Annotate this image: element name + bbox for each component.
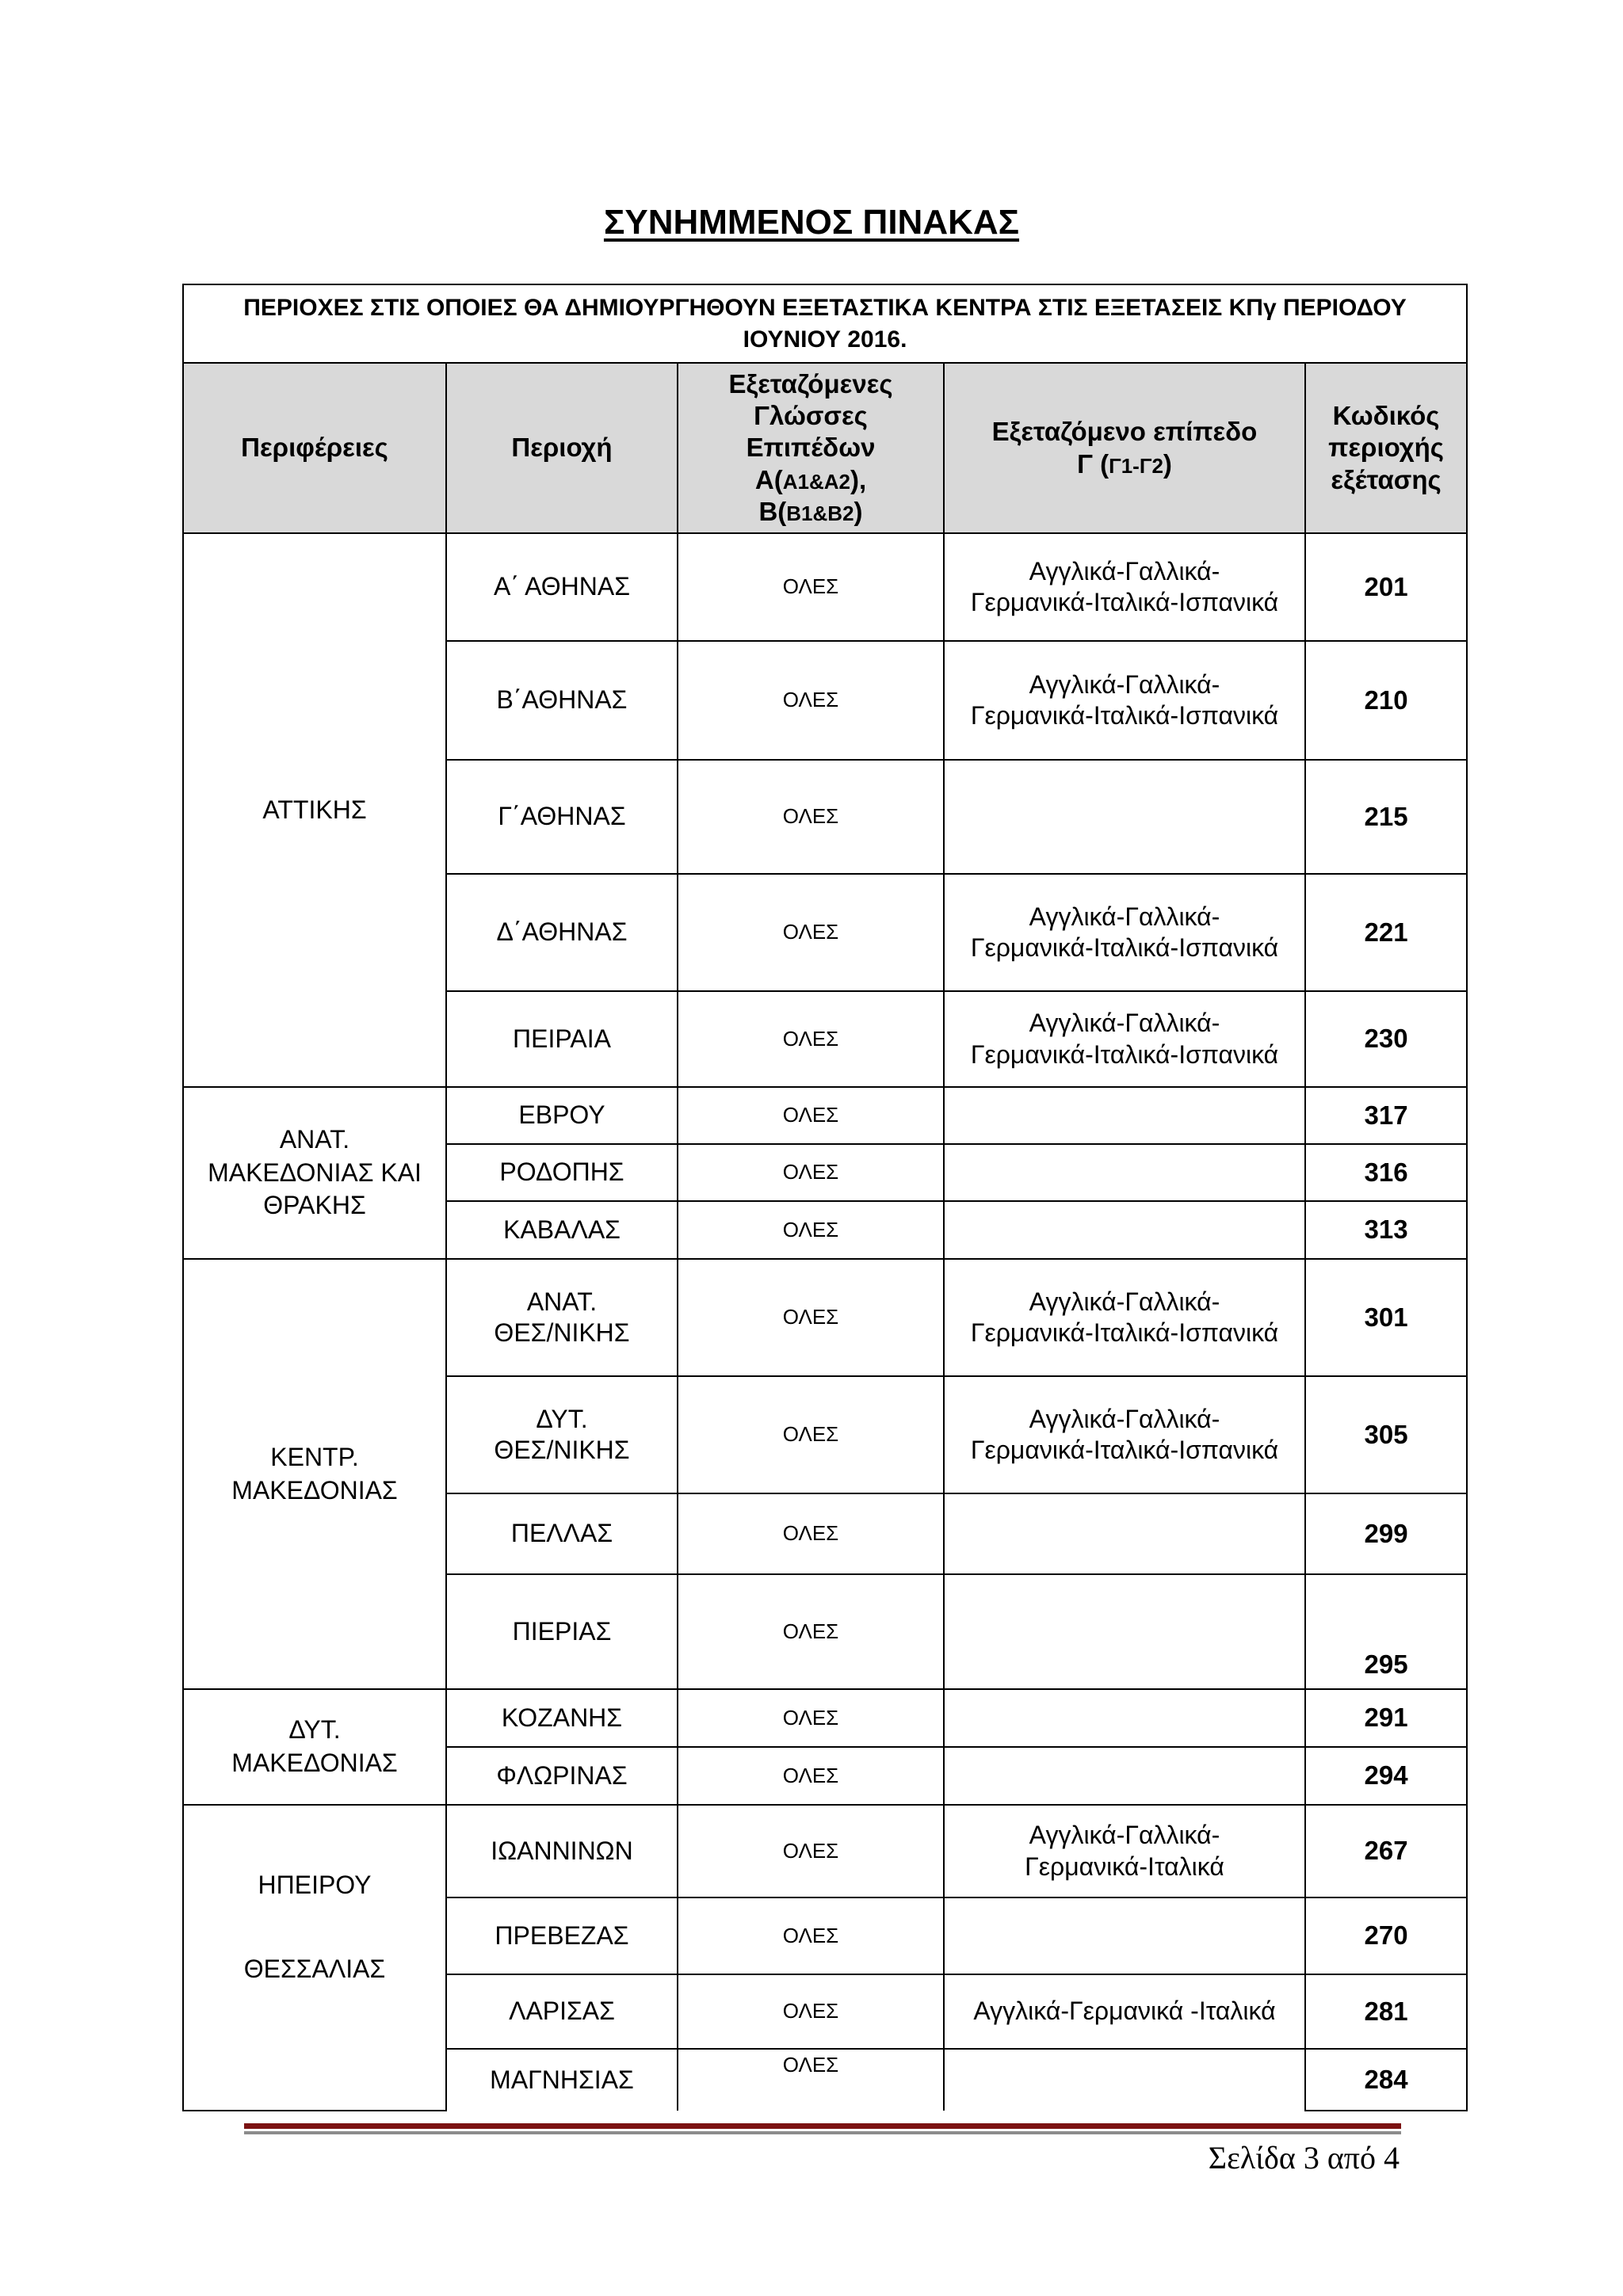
levels-ab-cell: ΟΛΕΣ [678, 1087, 944, 1144]
area-code-cell: 221 [1305, 874, 1467, 991]
table-row [183, 1259, 1467, 1376]
level-c-cell [944, 1574, 1305, 1689]
area-cell: ΙΩΑΝΝΙΝΩΝ [446, 1805, 678, 1897]
area-code-cell: 299 [1305, 1493, 1467, 1574]
level-c-cell: Αγγλικά-Γαλλικά- Γερμανικά-Ιταλικά-Ισπανικά [944, 874, 1305, 991]
level-c-cell [944, 760, 1305, 874]
area-cell: ΔΥΤ. ΘΕΣ/ΝΙΚΗΣ [446, 1376, 678, 1493]
area-cell: ΠΙΕΡΙΑΣ [446, 1574, 678, 1689]
region-cell: ΗΠΕΙΡΟΥ ΘΕΣΣΑΛΙΑΣ [183, 1805, 446, 2111]
area-cell: Γ΄ΑΘΗΝΑΣ [446, 760, 678, 874]
area-cell: ΑΝΑΤ. ΘΕΣ/ΝΙΚΗΣ [446, 1259, 678, 1376]
levels-ab-cell: ΟΛΕΣ [678, 533, 944, 641]
area-code-cell: 270 [1305, 1897, 1467, 1974]
header-levels-a-b-line: Εξεταζόμενες [728, 368, 893, 399]
area-code-cell: 313 [1305, 1201, 1467, 1259]
level-c-cell: Αγγλικά-Γαλλικά- Γερμανικά-Ιταλικά-Ισπανικά [944, 1259, 1305, 1376]
header-code-line: περιοχής [1328, 433, 1444, 463]
area-cell: ΕΒΡΟΥ [446, 1087, 678, 1144]
table-header-row [183, 363, 1467, 533]
header-level-a: Α(Α1&Α2), [754, 464, 867, 494]
level-c-cell [944, 1747, 1305, 1805]
area-code-cell: 295 [1305, 1574, 1467, 1689]
levels-ab-cell: ΟΛΕΣ [678, 641, 944, 760]
level-c-cell [944, 1201, 1305, 1259]
area-cell: Δ΄ΑΘΗΝΑΣ [446, 874, 678, 991]
table-caption-row [183, 284, 1467, 363]
levels-ab-cell: ΟΛΕΣ [678, 1689, 944, 1747]
table-row [183, 1805, 1467, 1897]
levels-ab-cell: ΟΛΕΣ [678, 1897, 944, 1974]
levels-ab-cell: ΟΛΕΣ [678, 1201, 944, 1259]
levels-ab-cell: ΟΛΕΣ [678, 991, 944, 1087]
area-cell: ΛΑΡΙΣΑΣ [446, 1974, 678, 2049]
header-code-line: Κωδικός [1332, 401, 1440, 431]
table-caption: ΠΕΡΙΟΧΕΣ ΣΤΙΣ ΟΠΟΙΕΣ ΘΑ ΔΗΜΙΟΥΡΓΗΘΟΥΝ ΕΞΕΤΑΣΤΙΚΑ ΚΕΝΤΡΑ ΣΤΙΣ ΕΞΕΤΑΣΕΙΣ ΚΠγ ΠΕΡΙΟΔΟΥ ΙΟΥΝΙΟΥ 2016. [183, 284, 1467, 363]
level-c-cell [944, 1087, 1305, 1144]
level-c-cell [944, 1897, 1305, 1974]
header-area: Περιοχή [446, 363, 678, 533]
region-cell: ΔΥΤ. ΜΑΚΕΔΟΝΙΑΣ [183, 1689, 446, 1805]
area-cell: ΠΕΙΡΑΙΑ [446, 991, 678, 1087]
page-number: Σελίδα 3 από 4 [1208, 2140, 1400, 2176]
header-levels-a-b [678, 363, 944, 533]
levels-ab-cell: ΟΛΕΣ [678, 1376, 944, 1493]
levels-ab-cell: ΟΛΕΣ [678, 2049, 944, 2111]
area-code-cell: 301 [1305, 1259, 1467, 1376]
header-code [1305, 363, 1467, 533]
region-cell: ΚΕΝΤΡ. ΜΑΚΕΔΟΝΙΑΣ [183, 1259, 446, 1689]
levels-ab-cell: ΟΛΕΣ [678, 1493, 944, 1574]
area-code-cell: 284 [1305, 2049, 1467, 2111]
level-c-cell [944, 1493, 1305, 1574]
level-c-cell: Αγγλικά-Γαλλικά- Γερμανικά-Ιταλικά-Ισπανικά [944, 1376, 1305, 1493]
level-c-cell: Αγγλικά-Γαλλικά- Γερμανικά-Ιταλικά-Ισπανικά [944, 641, 1305, 760]
header-level-c-line: Γ (Γ1-Γ2) [1077, 448, 1172, 479]
level-c-cell [944, 1144, 1305, 1201]
header-levels-a-b-line: Γλώσσες [754, 401, 868, 431]
level-c-cell: Αγγλικά-Γερμανικά -Ιταλικά [944, 1974, 1305, 2049]
area-cell: ΚΟΖΑΝΗΣ [446, 1689, 678, 1747]
document-title: ΣΥΝΗΜΜΕΝΟΣ ΠΙΝΑΚΑΣ [603, 203, 1020, 242]
area-cell: ΦΛΩΡΙΝΑΣ [446, 1747, 678, 1805]
region-cell: ΑΝΑΤ. ΜΑΚΕΔΟΝΙΑΣ ΚΑΙ ΘΡΑΚΗΣ [183, 1087, 446, 1259]
levels-ab-cell: ΟΛΕΣ [678, 874, 944, 991]
area-code-cell: 210 [1305, 641, 1467, 760]
level-c-cell [944, 1689, 1305, 1747]
area-code-cell: 294 [1305, 1747, 1467, 1805]
area-code-cell: 281 [1305, 1974, 1467, 2049]
header-level-b: Β(Β1&Β2) [758, 496, 863, 526]
header-level-c-line: Εξεταζόμενο επίπεδο [991, 417, 1258, 447]
area-code-cell: 316 [1305, 1144, 1467, 1201]
area-cell: ΠΕΛΛΑΣ [446, 1493, 678, 1574]
area-code-cell: 305 [1305, 1376, 1467, 1493]
level-c-cell: Αγγλικά-Γαλλικά- Γερμανικά-Ιταλικά-Ισπανικά [944, 533, 1305, 641]
area-cell: ΡΟΔΟΠΗΣ [446, 1144, 678, 1201]
area-cell: Β΄ΑΘΗΝΑΣ [446, 641, 678, 760]
table-row [183, 1087, 1467, 1144]
area-cell: ΠΡΕΒΕΖΑΣ [446, 1897, 678, 1974]
header-level-c [944, 363, 1305, 533]
exam-centers-table [182, 284, 1468, 2111]
region-cell: ΑΤΤΙΚΗΣ [183, 533, 446, 1087]
header-regions: Περιφέρειες [183, 363, 446, 533]
levels-ab-cell: ΟΛΕΣ [678, 1974, 944, 2049]
area-code-cell: 291 [1305, 1689, 1467, 1747]
levels-ab-cell: ΟΛΕΣ [678, 1805, 944, 1897]
header-code-line: εξέτασης [1331, 464, 1442, 494]
footer-rule [244, 2123, 1401, 2129]
level-c-cell: Αγγλικά-Γαλλικά- Γερμανικά-Ιταλικά-Ισπανικά [944, 991, 1305, 1087]
level-c-cell [944, 2049, 1305, 2111]
levels-ab-cell: ΟΛΕΣ [678, 1574, 944, 1689]
area-code-cell: 215 [1305, 760, 1467, 874]
levels-ab-cell: ΟΛΕΣ [678, 1747, 944, 1805]
footer-rule-secondary [244, 2131, 1401, 2134]
area-cell: Α΄ ΑΘΗΝΑΣ [446, 533, 678, 641]
area-cell: ΜΑΓΝΗΣΙΑΣ [446, 2049, 678, 2111]
area-code-cell: 230 [1305, 991, 1467, 1087]
header-levels-a-b-line: Επιπέδων [746, 433, 876, 463]
level-c-cell: Αγγλικά-Γαλλικά- Γερμανικά-Ιταλικά [944, 1805, 1305, 1897]
area-code-cell: 267 [1305, 1805, 1467, 1897]
levels-ab-cell: ΟΛΕΣ [678, 1259, 944, 1376]
table-row [183, 1689, 1467, 1747]
levels-ab-cell: ΟΛΕΣ [678, 1144, 944, 1201]
area-code-cell: 201 [1305, 533, 1467, 641]
levels-ab-cell: ΟΛΕΣ [678, 760, 944, 874]
table-row [183, 533, 1467, 641]
area-code-cell: 317 [1305, 1087, 1467, 1144]
area-cell: ΚΑΒΑΛΑΣ [446, 1201, 678, 1259]
